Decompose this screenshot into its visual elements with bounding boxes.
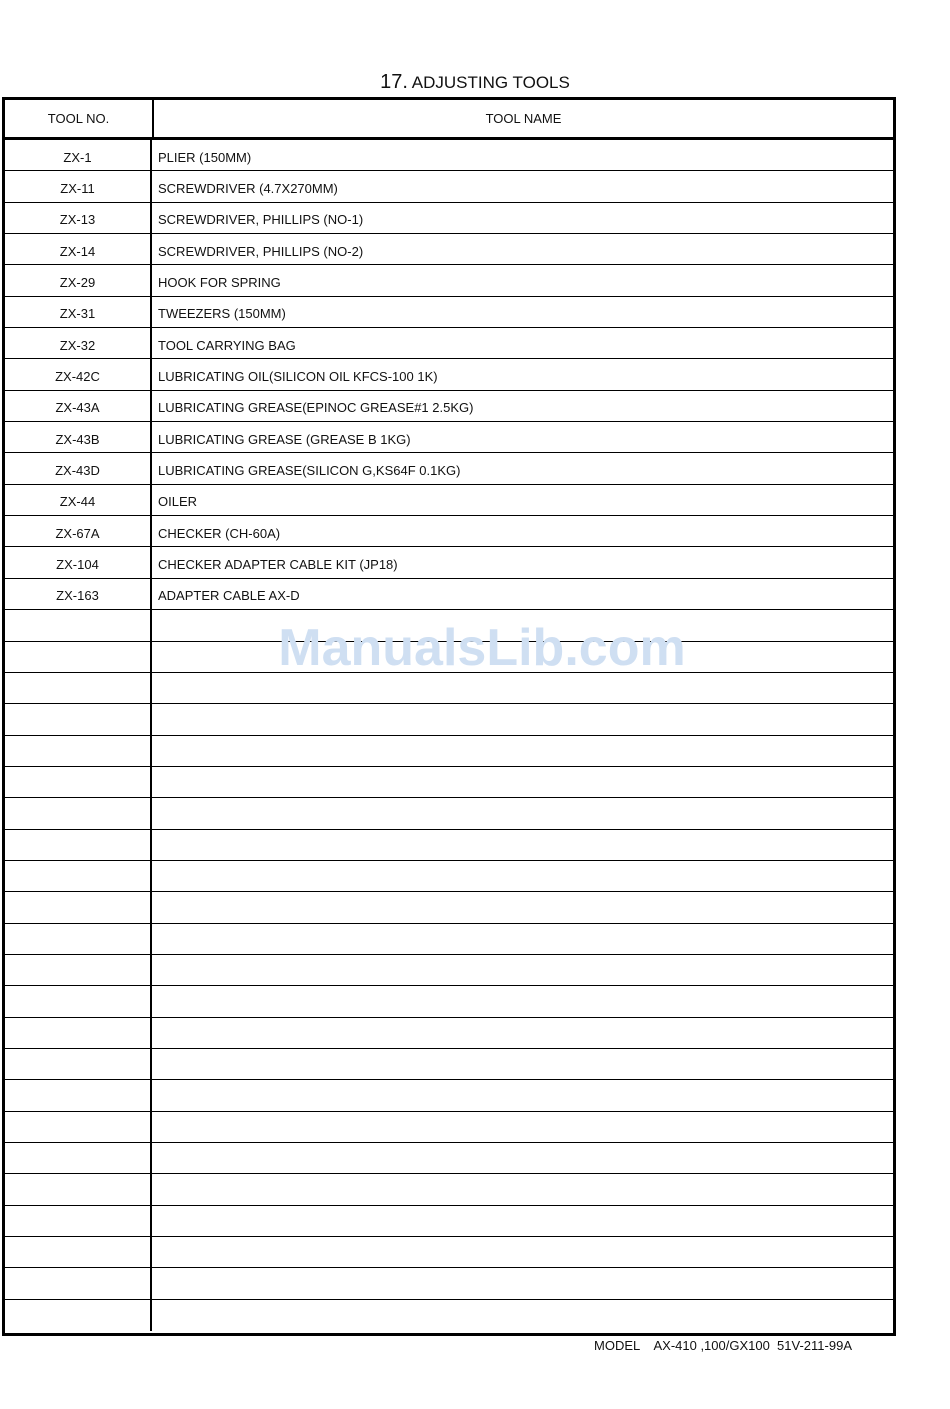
tool-no-cell bbox=[5, 673, 152, 703]
tool-name-cell bbox=[152, 1143, 893, 1173]
table-row bbox=[5, 955, 893, 986]
table-row bbox=[5, 861, 893, 892]
tool-no-cell: ZX-43B bbox=[5, 422, 152, 452]
table-row bbox=[5, 924, 893, 955]
tool-name-cell: ADAPTER CABLE AX-D bbox=[158, 588, 300, 604]
footer-model: MODEL AX-410 ,100/GX100 51V-211-99A bbox=[594, 1338, 852, 1353]
tool-name-cell bbox=[152, 1300, 893, 1331]
section-number: 17. bbox=[380, 71, 408, 93]
tool-no-cell bbox=[5, 642, 152, 672]
table-row bbox=[5, 453, 893, 484]
tool-no-cell: ZX-43D bbox=[5, 453, 152, 483]
tool-no-cell bbox=[5, 736, 152, 766]
tool-name-cell bbox=[152, 955, 893, 985]
table-row bbox=[5, 485, 893, 516]
table-row bbox=[5, 1268, 893, 1299]
tool-no-cell bbox=[5, 892, 152, 922]
table-row bbox=[5, 265, 893, 296]
tool-no-cell: ZX-14 bbox=[5, 234, 152, 264]
tool-no-cell: ZX-11 bbox=[5, 171, 152, 201]
tool-name-cell: LUBRICATING GREASE(EPINOC GREASE#1 2.5KG) bbox=[158, 400, 474, 416]
tool-name-cell bbox=[152, 1112, 893, 1142]
tool-no-cell bbox=[5, 704, 152, 734]
tool-no-cell bbox=[5, 1300, 152, 1331]
tool-no-cell bbox=[5, 1206, 152, 1236]
tool-no-cell: ZX-13 bbox=[5, 203, 152, 233]
tool-name-cell bbox=[152, 642, 893, 672]
tool-no-cell bbox=[5, 1143, 152, 1173]
tool-name-cell bbox=[152, 986, 893, 1016]
tool-no-cell bbox=[5, 1237, 152, 1267]
tool-no-cell: ZX-31 bbox=[5, 297, 152, 327]
header-tool-no: TOOL NO. bbox=[5, 100, 154, 137]
table-header bbox=[5, 100, 893, 140]
tool-name-cell bbox=[152, 1206, 893, 1236]
table-row bbox=[5, 1049, 893, 1080]
table-row bbox=[5, 1080, 893, 1111]
tool-no-cell bbox=[5, 955, 152, 985]
table-row bbox=[5, 892, 893, 923]
tool-no-cell bbox=[5, 830, 152, 860]
tool-name-cell: PLIER (150MM) bbox=[158, 149, 252, 165]
tool-name-cell bbox=[152, 798, 893, 828]
table-row bbox=[5, 140, 893, 171]
tools-table bbox=[2, 97, 896, 1336]
tool-name-cell: CHECKER ADAPTER CABLE KIT (JP18) bbox=[158, 557, 398, 573]
tool-no-cell: ZX-163 bbox=[5, 579, 152, 609]
tool-name-cell: TWEEZERS (150MM) bbox=[158, 306, 286, 322]
table-row bbox=[5, 297, 893, 328]
table-row bbox=[5, 1206, 893, 1237]
tool-name-cell bbox=[152, 1268, 893, 1298]
tool-no-cell: ZX-104 bbox=[5, 547, 152, 577]
table-row bbox=[5, 642, 893, 673]
tool-name-cell bbox=[152, 704, 893, 734]
tool-name-cell: CHECKER (CH-60A) bbox=[158, 525, 281, 541]
table-row bbox=[5, 704, 893, 735]
table-row bbox=[5, 673, 893, 704]
tool-no-cell bbox=[5, 1112, 152, 1142]
tool-no-cell bbox=[5, 924, 152, 954]
table-row bbox=[5, 391, 893, 422]
table-row bbox=[5, 1018, 893, 1049]
tool-no-cell bbox=[5, 1080, 152, 1110]
tool-name-cell bbox=[152, 767, 893, 797]
tool-no-cell: ZX-32 bbox=[5, 328, 152, 358]
watermark: ManualsLib.com bbox=[278, 619, 686, 677]
tool-no-cell bbox=[5, 1018, 152, 1048]
tool-name-cell bbox=[152, 673, 893, 703]
tool-name-cell bbox=[152, 610, 893, 640]
tool-no-cell bbox=[5, 610, 152, 640]
tool-name-cell bbox=[152, 892, 893, 922]
tool-no-cell bbox=[5, 1049, 152, 1079]
table-row bbox=[5, 1237, 893, 1268]
table-row bbox=[5, 1112, 893, 1143]
table-row bbox=[5, 830, 893, 861]
tool-name-cell: SCREWDRIVER, PHILLIPS (NO-2) bbox=[158, 243, 364, 259]
tool-no-cell bbox=[5, 1268, 152, 1298]
page-title bbox=[0, 70, 950, 95]
header-tool-name: TOOL NAME bbox=[485, 111, 562, 126]
tool-name-cell bbox=[152, 1018, 893, 1048]
table-row bbox=[5, 1300, 893, 1331]
table-row bbox=[5, 736, 893, 767]
tool-name-cell bbox=[152, 924, 893, 954]
tool-name-cell: SCREWDRIVER (4.7X270MM) bbox=[158, 181, 338, 197]
table-row bbox=[5, 171, 893, 202]
table-row bbox=[5, 328, 893, 359]
tool-name-cell: HOOK FOR SPRING bbox=[158, 275, 281, 291]
tool-no-cell bbox=[5, 767, 152, 797]
table-row bbox=[5, 1174, 893, 1205]
tool-no-cell bbox=[5, 861, 152, 891]
tool-name-cell bbox=[152, 1237, 893, 1267]
tool-no-cell: ZX-44 bbox=[5, 485, 152, 515]
tool-no-cell: ZX-1 bbox=[5, 140, 152, 170]
tool-name-cell bbox=[152, 830, 893, 860]
table-row bbox=[5, 516, 893, 547]
table-row bbox=[5, 234, 893, 265]
table-row bbox=[5, 359, 893, 390]
tool-name-cell: TOOL CARRYING BAG bbox=[158, 337, 296, 353]
tool-name-cell bbox=[152, 1049, 893, 1079]
tool-name-cell: LUBRICATING OIL(SILICON OIL KFCS-100 1K) bbox=[158, 369, 438, 385]
table-row bbox=[5, 798, 893, 829]
table-row bbox=[5, 986, 893, 1017]
tool-name-cell: LUBRICATING GREASE (GREASE B 1KG) bbox=[158, 431, 411, 447]
tool-name-cell bbox=[152, 1080, 893, 1110]
table-row bbox=[5, 422, 893, 453]
table-body bbox=[5, 140, 893, 1331]
tool-no-cell bbox=[5, 986, 152, 1016]
tool-name-cell bbox=[152, 1174, 893, 1204]
tool-name-cell bbox=[152, 861, 893, 891]
tool-name-cell: LUBRICATING GREASE(SILICON G,KS64F 0.1KG) bbox=[158, 463, 461, 479]
section-title: ADJUSTING TOOLS bbox=[411, 73, 570, 92]
tool-name-cell bbox=[152, 736, 893, 766]
tool-no-cell: ZX-42C bbox=[5, 359, 152, 389]
tool-name-cell: SCREWDRIVER, PHILLIPS (NO-1) bbox=[158, 212, 364, 228]
table-row bbox=[5, 767, 893, 798]
tool-no-cell: ZX-67A bbox=[5, 516, 152, 546]
tool-no-cell: ZX-29 bbox=[5, 265, 152, 295]
tool-no-cell bbox=[5, 798, 152, 828]
table-row bbox=[5, 610, 893, 641]
table-row bbox=[5, 203, 893, 234]
tool-name-cell: OILER bbox=[158, 494, 198, 510]
tool-no-cell bbox=[5, 1174, 152, 1204]
table-row bbox=[5, 1143, 893, 1174]
tool-no-cell: ZX-43A bbox=[5, 391, 152, 421]
table-row bbox=[5, 547, 893, 578]
table-row bbox=[5, 579, 893, 610]
